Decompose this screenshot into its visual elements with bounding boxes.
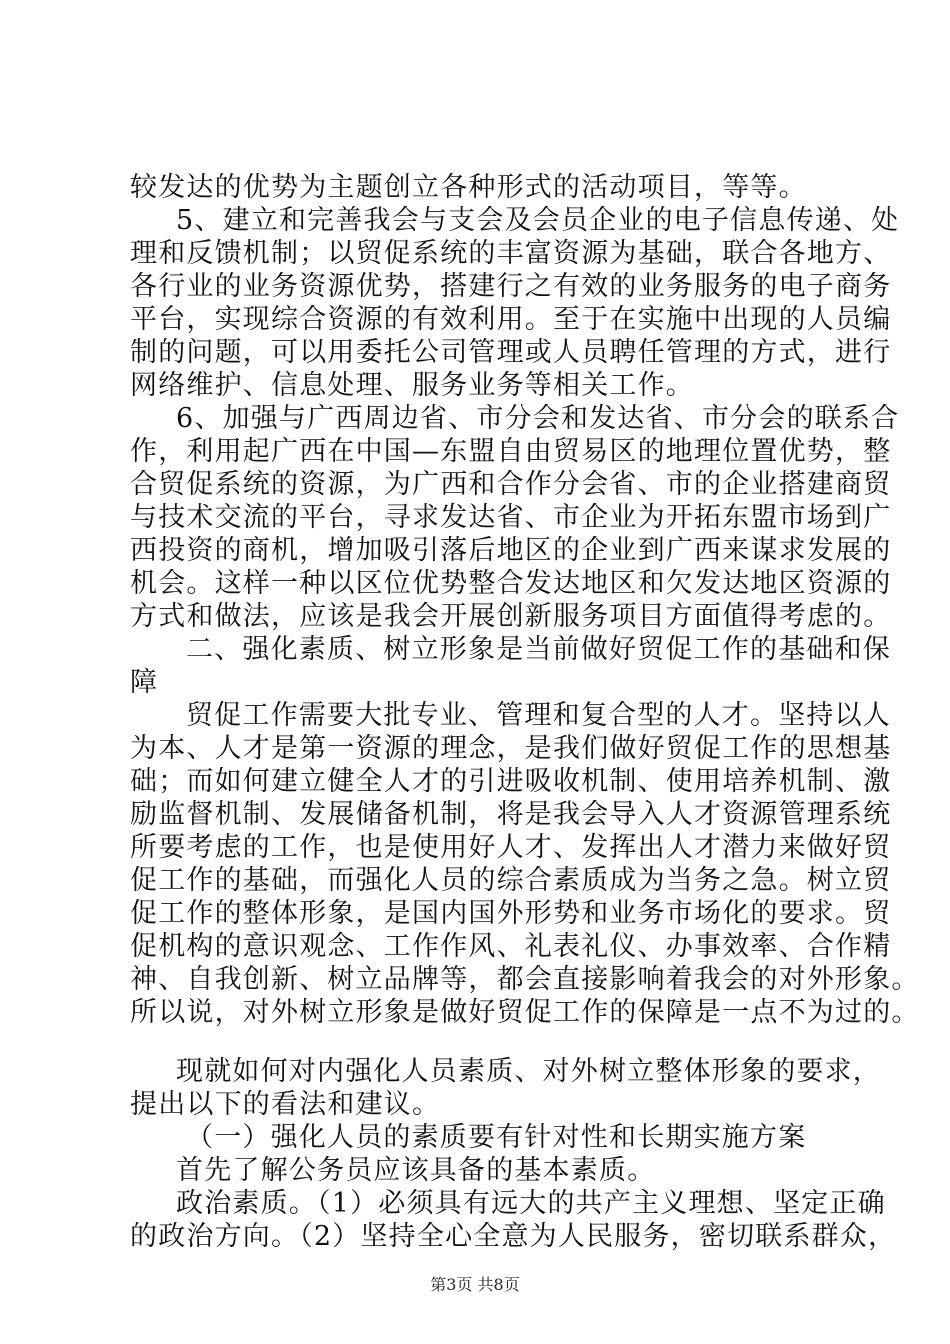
text-line: 现就如何对内强化人员素质、对外树立整体形象的要求， — [176, 1056, 881, 1087]
text-line: 机会。这样一种以区位优势整合发达地区和欠发达地区资源的 — [130, 568, 892, 599]
text-line: 首先了解公务员应该具备的基本素质。 — [176, 1155, 656, 1186]
text-line: 各行业的业务资源优势，搭建行之有效的业务服务的电子商务 — [130, 271, 892, 302]
text-line: 促机构的意识观念、工作作风、礼表礼仪、办事效率、合作精 — [130, 931, 892, 962]
text-line: 贸促工作需要大批专业、管理和复合型的人才。坚持以人 — [186, 700, 891, 731]
text-line: 较发达的优势为主题创立各种形式的活动项目，等等。 — [130, 172, 807, 203]
text-line: 为本、人才是第一资源的理念，是我们做好贸促工作的思想基 — [130, 733, 892, 764]
page-footer: 第3页 共8页 — [430, 1275, 520, 1294]
text-line: 方式和做法，应该是我会开展创新服务项目方面值得考虑的。 — [130, 601, 892, 632]
text-line: 作，利用起广西在中国—东盟自由贸易区的地理位置优势，整 — [130, 436, 892, 467]
text-line: 理和反馈机制；以贸促系统的丰富资源为基础，联合各地方、 — [130, 238, 892, 269]
text-line: 提出以下的看法和建议。 — [130, 1089, 441, 1120]
text-line: 6、加强与广西周边省、市分会和发达省、市分会的联系合 — [176, 403, 900, 434]
section-heading: 二、强化素质、树立形象是当前做好贸促工作的基础和保 — [186, 634, 891, 665]
text-line: 5、建立和完善我会与支会及会员企业的电子信息传递、处 — [176, 205, 900, 236]
text-line: 政治素质。（1）必须具有远大的共产主义理想、坚定正确 — [176, 1188, 886, 1219]
text-line: 促工作的基础，而强化人员的综合素质成为当务之急。树立贸 — [130, 865, 892, 896]
section-heading-cont: 障 — [130, 667, 159, 698]
text-line: 平台，实现综合资源的有效利用。至于在实施中出现的人员编 — [130, 304, 892, 335]
text-line: 西投资的商机，增加吸引落后地区的企业到广西来谋求发展的 — [130, 535, 892, 566]
text-line: 合贸促系统的资源，为广西和合作分会省、市的企业搭建商贸 — [130, 469, 892, 500]
text-line: 础；而如何建立健全人才的引进吸收机制、使用培养机制、激 — [130, 766, 892, 797]
text-line: 励监督机制、发展储备机制，将是我会导入人才资源管理系统 — [130, 799, 892, 830]
text-line: 促工作的整体形象，是国内国外形势和业务市场化的要求。贸 — [130, 898, 892, 929]
text-line: 所要考虑的工作，也是使用好人才、发挥出人才潜力来做好贸 — [130, 832, 892, 863]
text-line: 制的问题，可以用委托公司管理或人员聘任管理的方式，进行 — [130, 337, 892, 368]
text-line: 神、自我创新、树立品牌等，都会直接影响着我会的对外形象。 — [130, 964, 920, 995]
subsection-heading: （一）强化人员的素质要有针对性和长期实施方案 — [186, 1122, 807, 1153]
text-line: 的政治方向。（2）坚持全心全意为人民服务，密切联系群众， — [130, 1221, 897, 1252]
text-line: 网络维护、信息处理、服务业务等相关工作。 — [130, 370, 694, 401]
text-line: 所以说，对外树立形象是做好贸促工作的保障是一点不为过的。 — [130, 997, 920, 1028]
text-line: 与技术交流的平台，寻求发达省、市企业为开拓东盟市场到广 — [130, 502, 892, 533]
